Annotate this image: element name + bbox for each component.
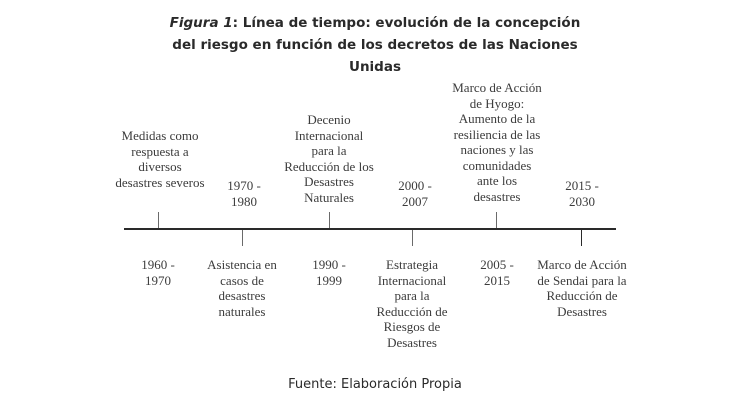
figure-label: Figura 1 bbox=[169, 15, 233, 31]
tick-1960-1970 bbox=[158, 212, 159, 228]
label-2005-2015: 2005 - 2015 bbox=[480, 257, 514, 288]
label-sendai: Marco de Acción de Sendai para la Reducción de Desastres bbox=[537, 257, 627, 319]
label-medidas: Medidas como respuesta a diversos desastres severos bbox=[115, 128, 205, 190]
label-estrategia: Estrategia Internacional para la Reducción de Riesgos de Desastres bbox=[376, 257, 448, 350]
tick-estrategia bbox=[412, 230, 413, 246]
tick-sendai bbox=[581, 230, 582, 246]
label-2015-2030: 2015 - 2030 bbox=[565, 178, 599, 209]
tick-decenio bbox=[329, 212, 330, 228]
label-decenio: Decenio Internacional para la Reducción de los Desastres Naturales bbox=[284, 112, 374, 205]
tick-asistencia bbox=[242, 230, 243, 246]
label-hyogo: Marco de Acción de Hyogo: Aumento de la resiliencia de las naciones y las comunidades ante los desastres bbox=[452, 80, 542, 204]
label-1960-1970: 1960 - 1970 bbox=[141, 257, 175, 288]
figure-source: Fuente: Elaboración Propia bbox=[288, 377, 462, 392]
tick-hyogo bbox=[496, 212, 497, 228]
label-1970-1980: 1970 - 1980 bbox=[227, 178, 261, 209]
figure-caption-text: : Línea de tiempo: evolución de la concepción del riesgo en función de los decretos de las Naciones Unidas bbox=[172, 15, 581, 75]
figure-caption bbox=[0, 12, 750, 78]
timeline-axis bbox=[124, 228, 616, 230]
label-2000-2007: 2000 - 2007 bbox=[398, 178, 432, 209]
label-asistencia: Asistencia en casos de desastres naturales bbox=[207, 257, 277, 319]
label-1990-1999: 1990 - 1999 bbox=[312, 257, 346, 288]
